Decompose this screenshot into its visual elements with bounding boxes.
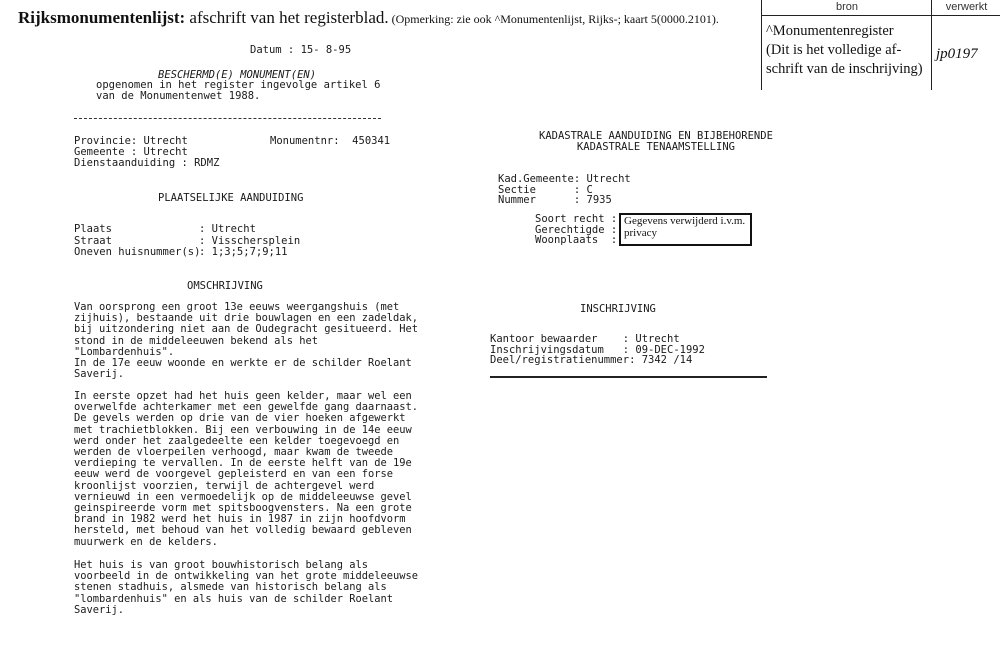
dienstaanduiding: Dienstaanduiding : RDMZ: [74, 157, 220, 169]
description-paragraph-1: Van oorsprong een groot 13e eeuws weergangshuis (met zijhuis), bestaande uit drie bouwlagen en een zadeldak, bij uitzondering niet aan de Oudegracht gesitueerd. Het stond in de middeleeuwen bekend als het "Lombardenhuis". In de 17e eeuw woonde en werkte er de schilder Roelant Saverij.: [74, 301, 419, 381]
bron-header: bron: [762, 0, 932, 16]
soort-recht-labels: Soort recht : Gerechtigde : Woonplaats :: [535, 213, 618, 246]
description-paragraph-2: In eerste opzet had het huis geen kelder, maar wel een overwelfde achterkamer met een gewelfde gang daarnaast. De gevels werden op drie van de vier hoeken afgewerkt met trachietblokken. Bij een verbouwing in de 14e eeuw werd onder het zaalgedeelte een kelder toegevoegd en werden de vloerpeilen verhoogd, maar kwam de tweede verdieping te vervallen. In de eerste helft van de 19e eeuw werd de voorgevel gepleisterd en van een forse kroonlijst voorzien, terwijl de achtergevel werd vernieuwd in een vermoedelijk op de middeleeuwse gevel geinspireerde vorm met spitsboogvensters. Na een grote brand in 1982 werd het huis in 1987 in zijn hoofdvorm hersteld, met behoud van het volledig bewaard gebleven muurwerk en de kelders.: [74, 390, 419, 548]
plaats-values: : Utrecht : Visschersplein : 1;3;5;7;9;11: [199, 223, 301, 258]
plaatselijke-title: PLAATSELIJKE AANDUIDING: [158, 192, 304, 204]
beschermd-monument: BESCHERMD(E) MONUMENT(EN): [158, 69, 317, 81]
header-title-bold: Rijksmonumentenlijst:: [18, 8, 186, 27]
verwerkt-code: jp0197: [936, 46, 978, 62]
datum: Datum : 15- 8-95: [250, 44, 352, 56]
kadastrale-lines: Kad.Gemeente: Utrecht Sectie : C Nummer : 7935: [498, 173, 631, 206]
header-note: (Opmerking: zie ook ^Monumentenlijst, Rijks-; kaart 5(0000.2101).: [388, 12, 719, 26]
description-paragraph-3: Het huis is van groot bouwhistorisch belang als voorbeeld in de ontwikkeling van het grote middeleeuwse stenen stadhuis, alsmede van historisch belang als "lombardenhuis" en als huis van de schilder Roelant Saverij.: [74, 559, 419, 616]
divider-top: [74, 118, 381, 119]
opgenomen-text: opgenomen in het register ingevolge artikel 6 van de Monumentenwet 1988.: [96, 79, 381, 102]
header-title: afschrift van het registerblad.: [185, 8, 389, 27]
privacy-box: [619, 213, 752, 246]
verwerkt-header: verwerkt: [932, 0, 1000, 16]
divider-inschrijving: [490, 376, 767, 378]
bron-text: ^Monumentenregister (Dit is het volledige af- schrift van de inschrijving): [766, 23, 923, 77]
privacy-text: Gegevens verwijderd i.v.m. privacy: [624, 215, 746, 239]
monumentnr: Monumentnr: 450341: [270, 135, 391, 147]
inschrijving-lines: Kantoor bewaarder : Utrecht Inschrijvingsdatum : 09-DEC-1992 Deel/registratienummer: 7342 /14: [490, 333, 705, 366]
provincie: Provincie: Utrecht: [74, 135, 188, 147]
inschrijving-title: INSCHRIJVING: [580, 303, 656, 315]
omschrijving-title: OMSCHRIJVING: [187, 280, 263, 292]
kadastrale-title: KADASTRALE AANDUIDING EN BIJBEHORENDE KADASTRALE TENAAMSTELLING: [539, 130, 773, 153]
plaats-labels: Plaats Straat Oneven huisnummer(s): [74, 223, 201, 258]
gemeente: Gemeente : Utrecht: [74, 146, 188, 158]
